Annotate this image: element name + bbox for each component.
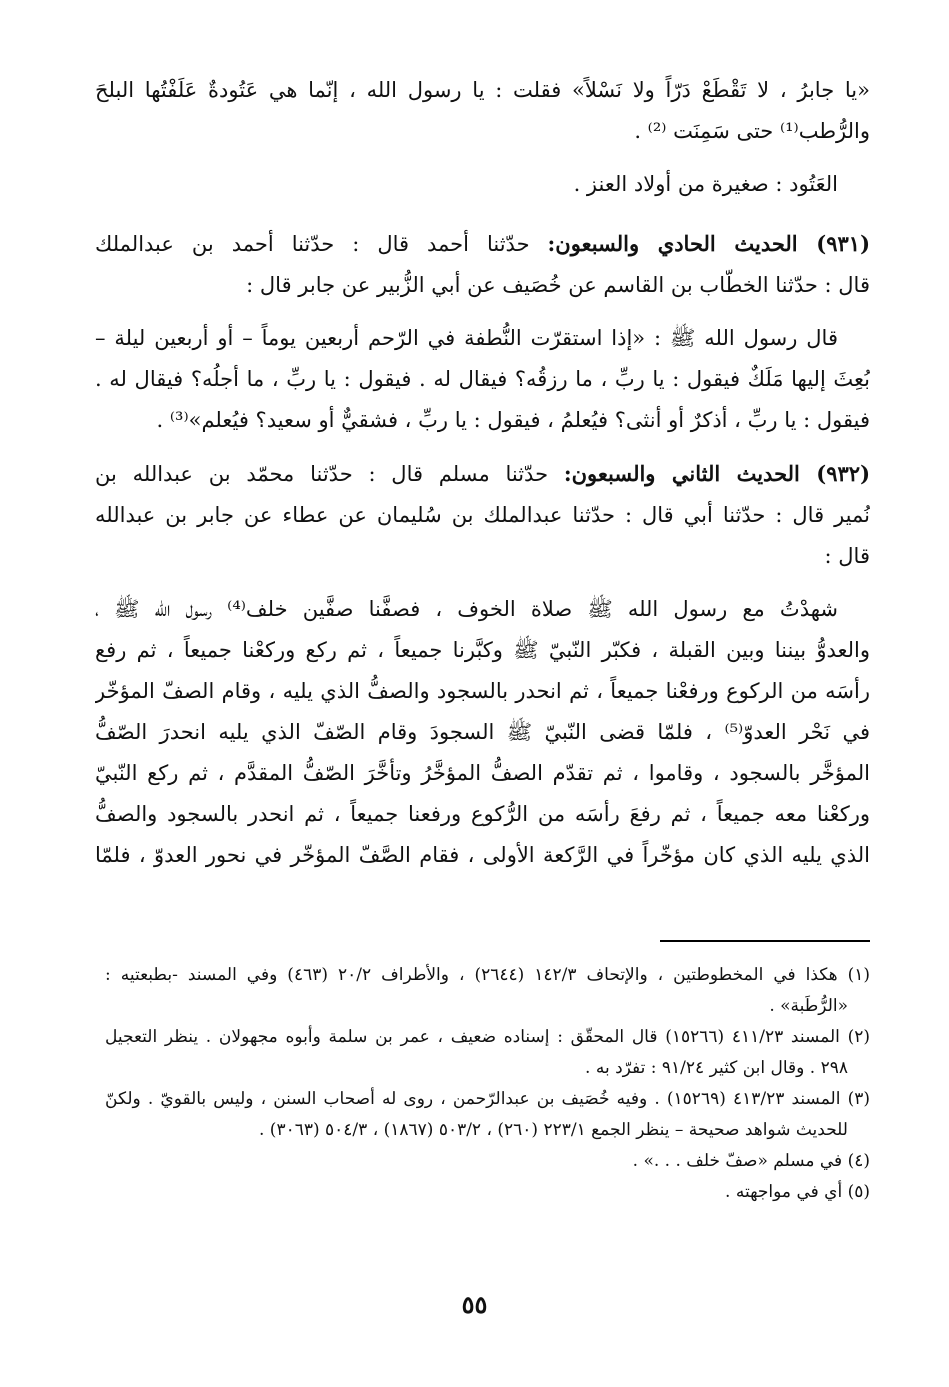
footnote-line: (٤) في مسلم «صفّ خلف . . .» . <box>632 1151 870 1171</box>
footnote-line: للحديث شواهد صحيحة – ينظر الجمع ٢٢٣/١ (٢٦٠) ، ٥٠٣/٢ (١٨٦٧) ، ٥٠٤/٣ (٣٠٦٣) . <box>259 1120 848 1140</box>
text-line: في نَحْر العدوّ⁽⁵⁾ ، فلمّا قضى النّبيّ ﷺ السجودَ وقام الصّفّ الذي يليه انحدرَ الصّفُّ <box>95 720 870 744</box>
text-line: رأسَه من الركوع ورفعْنا جميعاً ، ثم انحدر بالسجود والصفُّ الذي يليه ، وقام الصفّ المؤخّر <box>95 679 870 703</box>
text-segment: حدّثنا أحمد قال : حدّثنا أحمد بن عبدالملك <box>95 232 548 256</box>
text-line: والعدوُّ بيننا وبين القبلة ، فكبّر النّبيّ ﷺ وكبَّرنا جميعاً ، ثم ركع وركعْنا جميعاً ، ثم رفع <box>95 638 870 662</box>
text-line: بُعِثَ إليها مَلَكٌ فيقول : يا ربِّ ، ما رزقُه؟ فيقال له . فيقول : يا ربِّ ، ما أجلُه؟ فيقال له . <box>95 367 870 391</box>
text-line: المؤخَّر بالسجود ، وقاموا ، ثم تقدّم الصفُّ المؤخَّرُ وتأخَّرَ الصّفُّ المقدَّم ، ثم ركع النّبيّ <box>95 761 870 785</box>
main-text <box>95 70 870 888</box>
footnotes <box>105 960 870 1208</box>
page-number: ٥٥ <box>461 1290 488 1319</box>
text-line: والرُّطب⁽¹⁾ حتى سَمِنَت ⁽²⁾ . <box>634 119 870 143</box>
text-line: فيقول : يا ربِّ ، أذكرٌ أو أنثى؟ فيُعلمُ ، فيقول : يا ربِّ ، فشقيٌّ أو سعيد؟ فيُعلم»⁽³⁾ . <box>156 408 870 432</box>
paragraph-hadith-931-matn <box>95 318 870 441</box>
text-line: شهدْتُ مع رسول الله ﷺ صلاة الخوف ، فصفَّنا صفَّين خلف⁽⁴⁾ رسول الله ﷺ ، <box>95 597 838 621</box>
text-line: قال رسول الله ﷺ : «إذا استقرّت النُّطفة في الرّحم أربعين يوماً – أو أربعين ليلة – <box>95 326 838 350</box>
footnote-line: (٣) المسند ٤١٣/٢٣ (١٥٢٦٩) . وفيه خُصَيف بن عبدالرّحمن ، روى له أصحاب السنن ، وليس بالقويّ . ولكنّ <box>105 1089 870 1109</box>
text-line: قال : حدّثنا الخطّاب بن القاسم عن خُصَيف عن أبي الزُّبير عن جابر قال : <box>246 273 870 297</box>
footnote-line: (٢) المسند ٤١١/٢٣ (١٥٢٦٦) قال المحقّق : إسناده ضعيف ، عمر بن سلمة وأبوه مجهولان . ينظر التعجيل <box>105 1027 870 1047</box>
text-segment: حدّثنا مسلم قال : حدّثنا محمّد بن عبدالله بن <box>95 462 564 486</box>
footnote-line: (١) هكذا في المخطوطتين ، والإتحاف ١٤٢/٣ (٢٦٤٤) ، والأطراف ٢٠/٢ (٤٦٣) وفي المسند -بطبعتيه : <box>105 965 870 985</box>
text-line <box>95 453 870 495</box>
footnote-line: ٢٩٨ . وقال ابن كثير ٩١/٢٤ : تفرّد به . <box>585 1058 848 1078</box>
paragraph-gloss <box>95 164 870 205</box>
footnote-line: «الرُّطَبة» . <box>769 996 848 1016</box>
footnote-line: (٥) أي في مواجهته . <box>725 1182 870 1202</box>
footnote-separator <box>660 940 870 942</box>
paragraph-hadith-end <box>95 70 870 152</box>
paragraph-hadith-931 <box>95 223 870 306</box>
text-line: العَتُود : صغيرة من أولاد العنز . <box>573 172 838 196</box>
text-line <box>95 223 870 265</box>
text-line: «يا جابرُ ، لا تَقْطَعْ دَرّاً ولا نَسْلاً» فقلت : يا رسول الله ، إنّما هي عَتُودةٌ عَلَفْتُها البلحَ <box>95 78 870 102</box>
paragraph-hadith-932-matn <box>95 589 870 876</box>
hadith-heading: (٩٣٢) الحديث الثاني والسبعون: <box>563 461 870 486</box>
text-line: نُمير قال : حدّثنا أبي قال : حدّثنا عبدالملك بن سُليمان عن عطاء عن جابر بن عبدالله <box>95 503 870 527</box>
text-line: الذي يليه الذي كان مؤخّراً في الرَّكعة الأولى ، فقام الصَّفّ المؤخّر في نحور العدوّ ، فلمّا <box>95 843 870 867</box>
text-line: قال : <box>824 544 870 568</box>
hadith-heading: (٩٣١) الحديث الحادي والسبعون: <box>547 231 870 256</box>
paragraph-hadith-932 <box>95 453 870 577</box>
text-line: وركعْنا معه جميعاً ، ثم رفعَ رأسَه من الرُّكوع ورفعنا جميعاً ، ثم انحدر بالسجود والصفُّ <box>95 802 870 826</box>
